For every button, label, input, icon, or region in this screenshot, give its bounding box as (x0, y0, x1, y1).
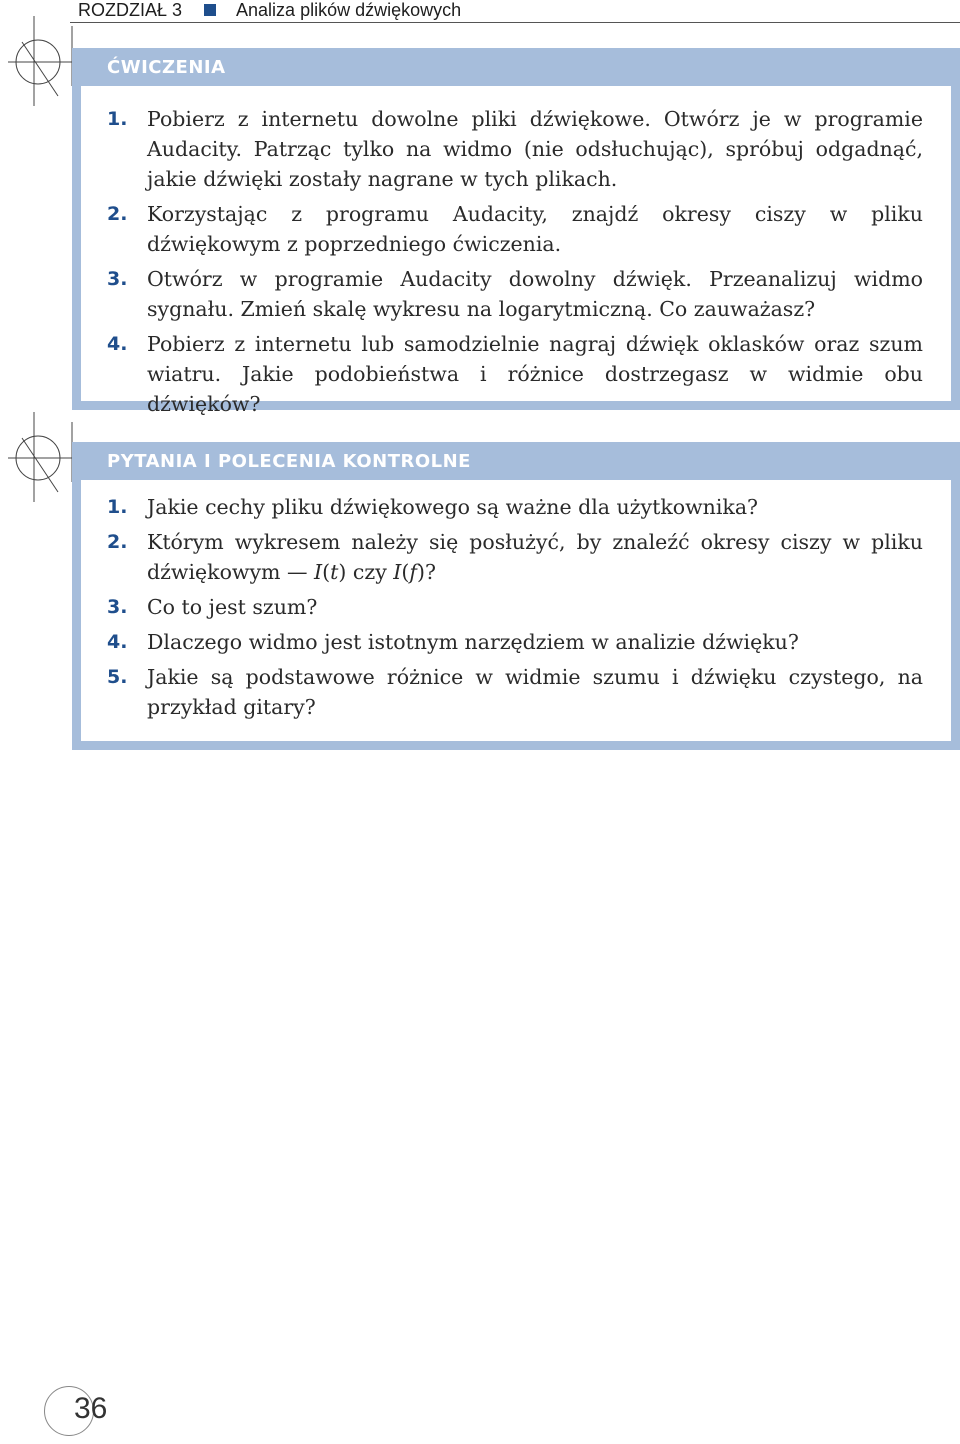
item-text: czy (346, 560, 394, 584)
header-rule (70, 22, 960, 23)
chapter-title: Analiza plików dźwiękowych (236, 0, 462, 20)
questions-box (72, 442, 960, 750)
variable-symbol: t (330, 560, 339, 584)
function-symbol: I (314, 560, 323, 584)
compass-decoration-icon (8, 16, 78, 106)
item-text: Otwórz w programie Audacity dowolny dźwięk. Przeanalizuj widmo sygnału. Zmień skalę wykresu na logarytmiczną. Co zauważasz? (147, 267, 923, 321)
item-number: 3. (107, 268, 128, 290)
chapter-label: ROZDZIAŁ 3 (78, 0, 183, 20)
exercises-content (81, 86, 951, 416)
exercises-list (81, 104, 951, 424)
list-item (81, 662, 951, 722)
paren: ( (322, 560, 331, 584)
paren: ) (417, 560, 425, 584)
item-text: Dlaczego widmo jest istotnym narzędziem w analizie dźwięku? (147, 630, 799, 654)
item-number: 2. (107, 203, 128, 225)
item-number: 2. (107, 531, 128, 553)
item-text: Korzystając z programu Audacity, znajdź okresy ciszy w pliku dźwiękowym z poprzedniego ćwiczenia. (147, 202, 923, 256)
page-number: 36 (74, 1392, 108, 1425)
item-text: ? (425, 560, 436, 584)
item-number: 4. (107, 333, 128, 355)
item-number: 1. (107, 108, 128, 130)
list-item (81, 104, 951, 194)
list-item (81, 199, 951, 259)
questions-content (81, 480, 951, 741)
list-item (81, 627, 951, 657)
list-item (81, 264, 951, 324)
paren: ( (401, 560, 410, 584)
item-text: Pobierz z internetu lub samodzielnie nagraj dźwięk oklasków oraz szum wiatru. Jakie podobieństwa i różnice dostrzegasz w widmie obu dźwięków? (147, 332, 923, 416)
item-text: Jakie cechy pliku dźwiękowego są ważne dla użytkownika? (147, 495, 759, 519)
paren: ) (338, 560, 347, 584)
item-number: 4. (107, 631, 128, 653)
list-item (81, 492, 951, 522)
item-number: 1. (107, 496, 128, 518)
questions-title: PYTANIA I POLECENIA KONTROLNE (107, 451, 471, 472)
item-text: Co to jest szum? (147, 595, 318, 619)
running-header (78, 0, 461, 22)
square-bullet-icon (204, 4, 216, 16)
list-item (81, 527, 951, 587)
exercises-title: ĆWICZENIA (107, 57, 226, 78)
list-item (81, 329, 951, 419)
item-text: Pobierz z internetu dowolne pliki dźwiękowe. Otwórz je w programie Audacity. Patrząc tylko na widmo (nie odsłuchując), spróbuj odgadnąć, jakie dźwięki zostały nagrane w tych plikach. (147, 107, 923, 191)
function-symbol: I (393, 560, 402, 584)
questions-list (81, 492, 951, 727)
compass-decoration-icon (8, 412, 78, 502)
item-number: 5. (107, 666, 128, 688)
list-item (81, 592, 951, 622)
item-number: 3. (107, 596, 128, 618)
variable-symbol: f (409, 560, 417, 584)
item-text: Którym wykresem należy się posłużyć, by znaleźć okresy ciszy w pliku dźwiękowym — (147, 530, 923, 584)
exercises-box (72, 48, 960, 416)
item-text: Jakie są podstawowe różnice w widmie szumu i dźwięku czystego, na przykład gitary? (147, 665, 923, 719)
